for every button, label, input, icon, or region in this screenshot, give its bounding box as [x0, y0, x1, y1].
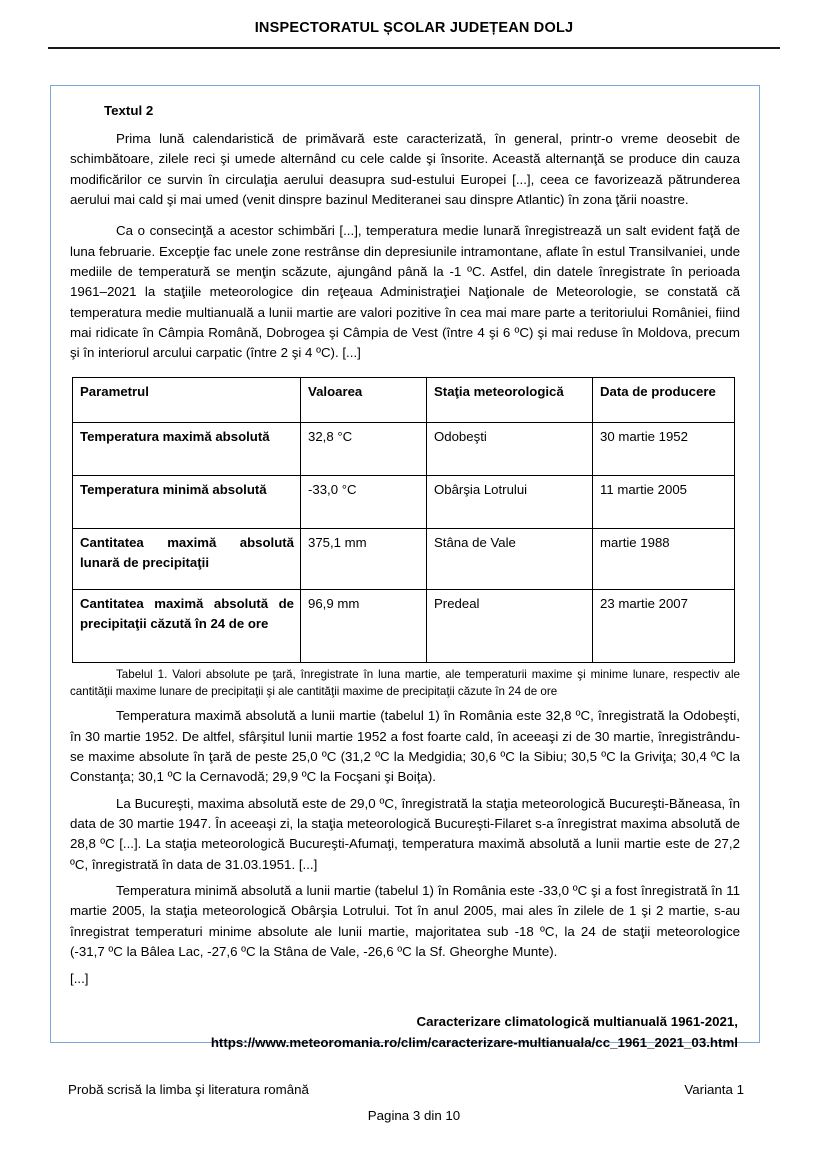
institution-title: INSPECTORATUL ȘCOLAR JUDEȚEAN DOLJ — [254, 20, 574, 36]
climate-records-table — [72, 377, 735, 663]
header-divider — [48, 47, 780, 49]
source-citation — [70, 1011, 740, 1053]
cell-statie: Odobeşti — [427, 422, 593, 475]
source-title: Caracterizare climatologică multianuală 1961-2021, — [416, 1013, 738, 1029]
table-header-row — [73, 377, 735, 422]
footer-exam-label: Probă scrisă la limba şi literatura română — [68, 1082, 309, 1097]
cell-data: 30 martie 1952 — [593, 422, 735, 475]
cell-data: martie 1988 — [593, 528, 735, 589]
paragraph-after-2: La Bucureşti, maxima absolută este de 29,0 ºC, înregistrată la staţia meteorologică Bucureşti-Băneasa, în data de 30 martie 1947. În aceeaşi zi, la staţia meteorologică Bucureşti-Filaret s-a înregistrat maxima absolută de 28,8 ºC [...]. La staţia meteorologică Bucureşti-Afumaţi, temperatura maximă absolută a lunii martie este de 27,2 ºC, înregistrată în data de 31.03.1951. [...] — [70, 795, 740, 872]
table-row — [73, 422, 735, 475]
cell-statie: Stâna de Vale — [427, 528, 593, 589]
table-row — [73, 528, 735, 589]
cell-statie: Obârşia Lotrului — [427, 475, 593, 528]
cell-parametrul: Cantitatea maximă absolută de precipitaţii căzută în 24 de ore — [73, 589, 301, 662]
paragraph-after-1: Temperatura maximă absolută a lunii martie (tabelul 1) în România este 32,8 ºC, înregistrată la Odobeşti, în 30 martie 1952. De altfel, sfârşitul lunii martie 1952 a fost foarte cald, în aceeaşi zi de 30 martie, înregistrându-se maxime absolute în ţară de peste 25,0 ºC (31,2 ºC la Medgidia; 30,6 ºC la Sibiu; 30,5 ºC la Griviţa; 30,4 ºC la Constanţa; 30,1 ºC la Cernavodă; 29,9 ºC la Focşani şi Boiţa). — [70, 708, 740, 785]
cell-valoarea: 96,9 mm — [301, 589, 427, 662]
paragraph-intro-1: Prima lună calendaristică de primăvară este caracterizată, în general, printr-o vreme deosebit de schimbătoare, zilele reci şi umede alternând cu cele calde şi însorite. Această alternanţă se produce din cauza modificărilor ce survin în circulaţia aerului deasupra sud-estului Europei [...], ceea ce favorizează pătrunderea aerului mai cald şi mai umed (venit dinspre bazinul Mediteranei sau dinspre Atlantic) în zona ţării noastre. — [70, 131, 740, 208]
cell-data: 23 martie 2007 — [593, 589, 735, 662]
paragraph-after-3: Temperatura minimă absolută a lunii martie (tabelul 1) în România este -33,0 ºC şi a fost înregistrată în 11 martie 2005, la staţia meteorologică Obârşia Lotrului. Tot în anul 2005, mai ales în zilele de 1 şi 2 martie, s-au înregistrat temperaturi minime absolute ale lunii martie, majoritatea sub -18 ºC, la 24 de staţii meteorologice (-31,7 ºC la Bâlea Lac, -27,6 ºC la Stâna de Vale, -26,6 ºC la Sf. Gheorghe Munte). — [70, 883, 740, 960]
table-column-header-valoarea: Valoarea — [301, 377, 427, 422]
footer-page-number: Pagina 3 din 10 — [367, 1108, 461, 1123]
cell-parametrul: Temperatura maximă absolută — [73, 422, 301, 475]
cell-valoarea: 32,8 °C — [301, 422, 427, 475]
cell-valoarea: 375,1 mm — [301, 528, 427, 589]
page-footer — [0, 1082, 828, 1152]
source-url: https://www.meteoromania.ro/clim/caracterizare-multianuala/cc_1961_2021_03.html — [210, 1034, 738, 1050]
table-column-header-parametrul: Parametrul — [73, 377, 301, 422]
paragraph-ellipsis: [...] — [70, 970, 89, 986]
table-column-header-data: Data de producere — [593, 377, 735, 422]
cell-valoarea: -33,0 °C — [301, 475, 427, 528]
cell-statie: Predeal — [427, 589, 593, 662]
paragraph-intro-2: Ca o consecinţă a acestor schimbări [...], temperatura medie lunară înregistrează un salt evident faţă de luna februarie. Excepţie fac unele zone restrânse din depresiunile intramontane, aflate în estul Transilvaniei, unde mediile de temperatură se menţin scăzute, ajungând până la -1 ºC. Astfel, din datele înregistrate în perioada 1961–2021 la staţiile meteorologice din reţeaua Administraţiei Naţionale de Meteorologie, se constată că temperatura medie multianuală a lunii martie are valori pozitive în cea mai mare parte a teritoriului României, fiind mai ridicate în Câmpia Română, Dobrogea şi Câmpia de Vest (între 4 şi 6 ºC) şi mai reduse în Moldova, precum şi în interiorul arcului carpatic (între 2 şi 4 ºC). [...] — [70, 223, 740, 361]
text-section-title: Textul 2 — [104, 103, 154, 118]
table-column-header-statia: Staţia meteorologică — [427, 377, 593, 422]
table-caption: Tabelul 1. Valori absolute pe ţară, înregistrate în luna martie, ale temperaturii maxime şi minime lunare, respectiv ale cantităţii maxime lunare de precipitaţii şi ale cantităţii maxime de precipitaţii căzute în 24 de ore — [70, 667, 740, 698]
table-row — [73, 475, 735, 528]
cell-parametrul: Temperatura minimă absolută — [73, 475, 301, 528]
cell-data: 11 martie 2005 — [593, 475, 735, 528]
cell-parametrul: Cantitatea maximă absolută lunară de precipitaţii — [73, 528, 301, 589]
table-row — [73, 589, 735, 662]
text-content-box — [50, 85, 760, 1050]
page-header — [0, 0, 828, 49]
footer-variant-label: Varianta 1 — [684, 1082, 744, 1097]
